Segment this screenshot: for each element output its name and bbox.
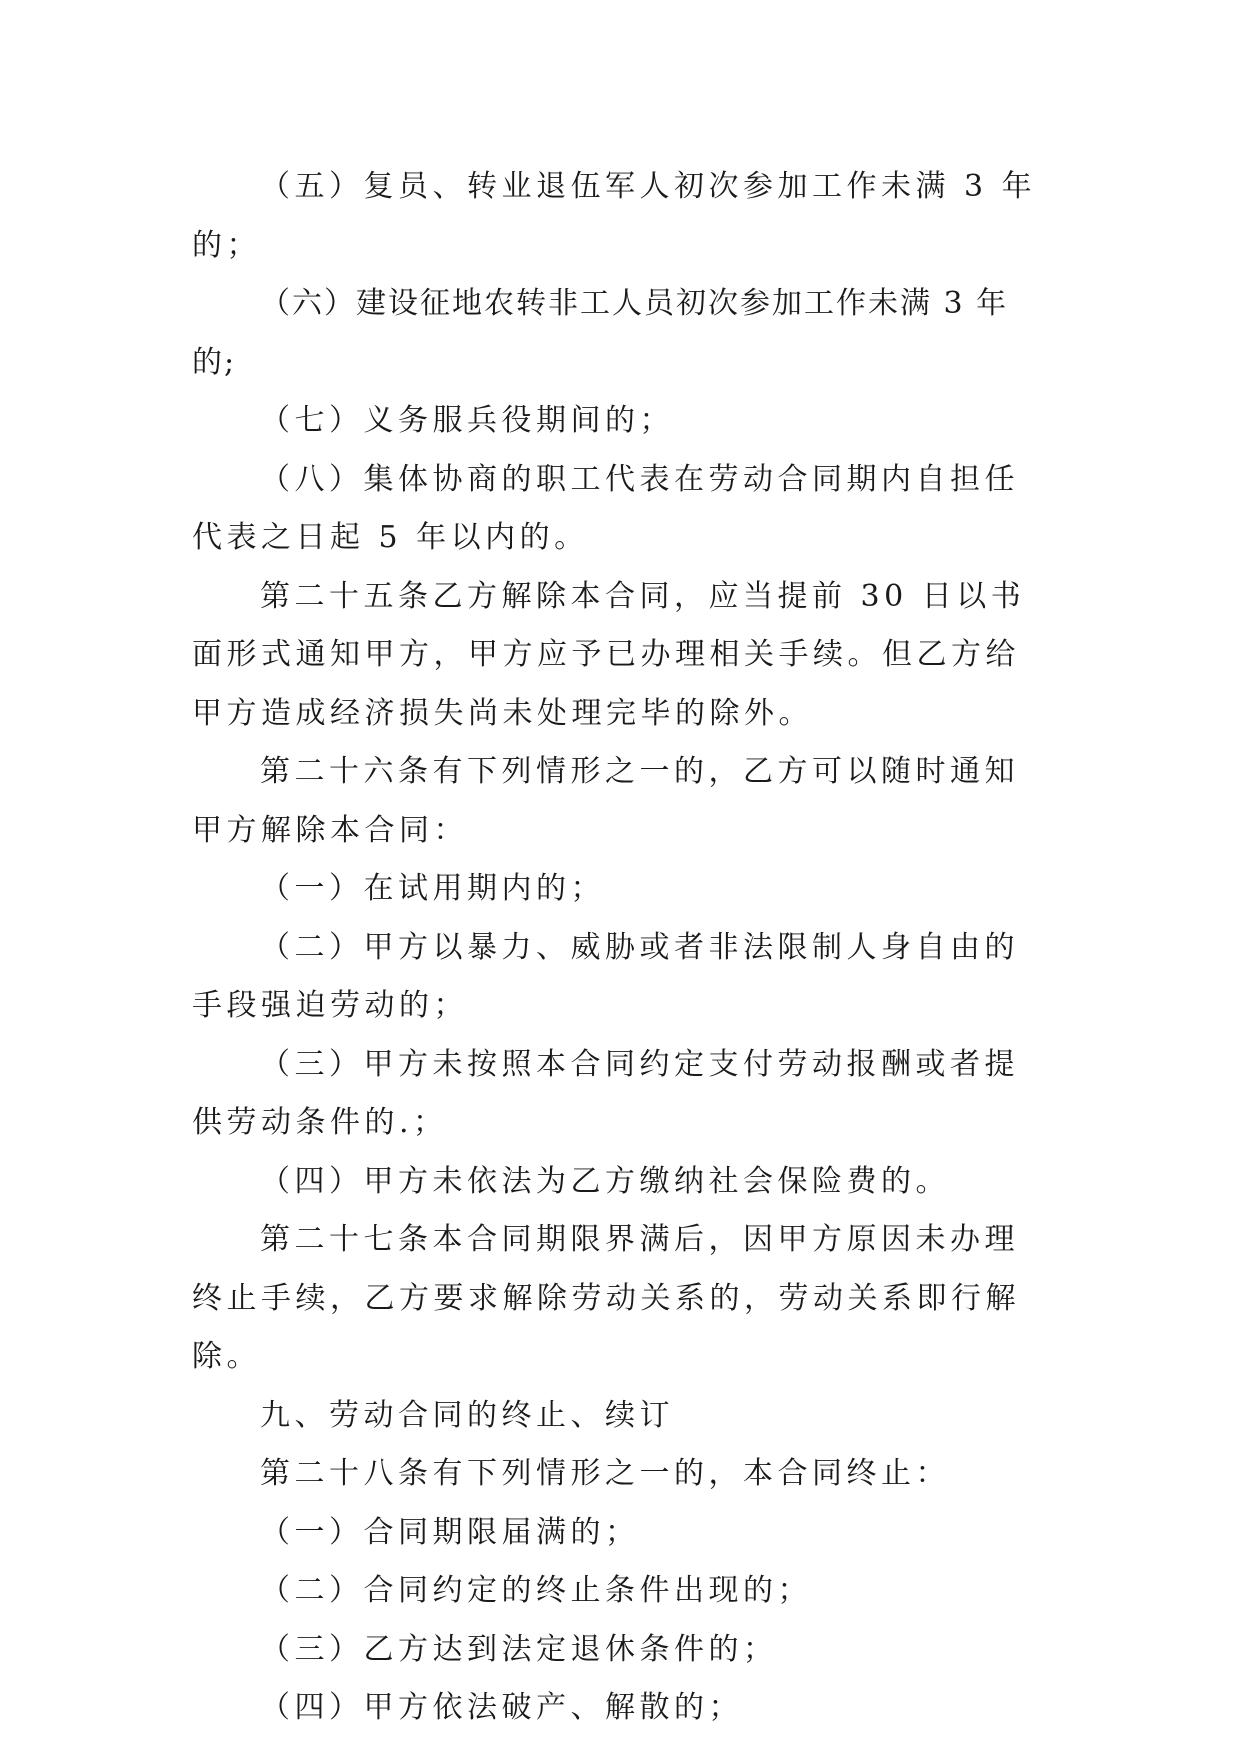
article-28-item-1: （一）合同期限届满的； [260,1514,640,1550]
article-28: 第二十八条有下列情形之一的，本合同终止： [260,1456,950,1491]
clause-item-7: （七）义务服兵役期间的； [260,403,674,438]
article-26: 第二十六条有下列情形之一的，乙方可以随时通知甲方解除本合同： [192,754,1019,848]
article-27: 第二十七条本合同期限界满后，因甲方原因未办理终止手续，乙方要求解除劳动关系的，劳动关系即行解除。 [192,1222,1020,1374]
article-26-item-2: （二）甲方以暴力、威胁或者非法限制人身自由的手段强迫劳动的； [192,929,1019,1023]
article-26-item-3: （三）甲方未按照本合同约定支付劳动报酬或者提供劳动条件的.； [192,1046,1019,1140]
article-28-item-2: （二）合同约定的终止条件出现的； [260,1573,812,1608]
article-25: 第二十五条乙方解除本合同，应当提前 30 日以书面形式通知甲方，甲方应予已办理相关手续。但乙方给甲方造成经济损失尚未处理完毕的除外。 [192,578,1026,731]
article-28-item-4: （四）甲方依法破产、解散的； [260,1690,743,1725]
article-28-item-3: （三）乙方达到法定退休条件的； [260,1631,778,1667]
clause-item-8: （八）集体协商的职工代表在劳动合同期内自担任代表之日起 5 年以内的。 [192,461,1019,555]
document-body [192,158,1052,1738]
clause-item-5: （五）复员、转业退伍军人初次参加工作未满 3 年的； [192,169,1037,263]
clause-item-6: （六）建设征地农转非工人员初次参加工作未满 3 年的; [192,286,1009,380]
section-heading-9: 九、劳动合同的终止、续订 [260,1397,674,1433]
article-26-item-4: （四）甲方未依法为乙方缴纳社会保险费的。 [260,1163,950,1199]
article-26-item-1: （一）在试用期内的； [260,871,605,906]
